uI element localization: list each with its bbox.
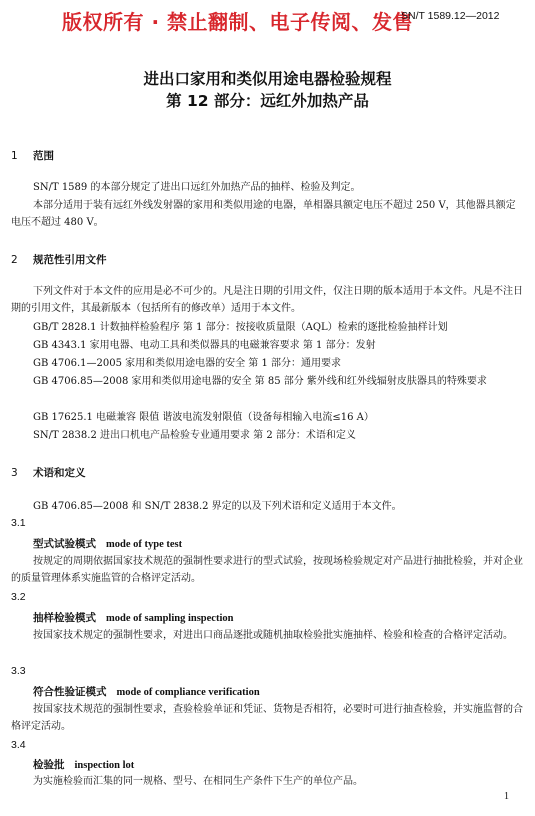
term-definition: 为实施检验而汇集的同一规格、型号、在相同生产条件下生产的单位产品。 <box>33 776 363 787</box>
section-number: 2 <box>11 254 18 266</box>
term-chinese: 检验批 <box>33 759 65 771</box>
term-chinese: 型式试验模式 <box>33 538 96 550</box>
reference-item: GB/T 2828.1 计数抽样检验程序 第 1 部分：按接收质量限（AQL）检索的逐批检验抽样计划 <box>33 322 448 333</box>
term-number: 3.1 <box>11 517 26 529</box>
section-title: 术语和定义 <box>33 467 86 479</box>
reference-item: GB 4706.85—2008 家用和类似用途电器的安全 第 85 部分 紫外线和红外线辐射皮肤器具的特殊要求 <box>33 376 487 387</box>
reference-item: GB 4343.1 家用电器、电动工具和类似器具的电磁兼容要求 第 1 部分：发射 <box>33 340 376 351</box>
scope-paragraph-2: 本部分适用于装有远红外线发射器的家用和类似用途的电器，单相器具额定电压不超过 250 V，其他器具额定电压不超过 480 V。 <box>11 200 516 228</box>
section-number: 3 <box>11 467 18 479</box>
term-heading <box>33 536 182 551</box>
term-number: 3.2 <box>11 591 26 603</box>
section-heading-normative-references <box>11 252 107 267</box>
term-definition: 按规定的周期依据国家技术规范的强制性要求进行的型式试验，按现场检验规定对产品进行抽批检验，并对企业的质量管理体系实施监管的合格评定活动。 <box>11 556 523 584</box>
reference-item: SN/T 2838.2 进出口机电产品检验专业通用要求 第 2 部分：术语和定义 <box>33 430 356 441</box>
section-number: 1 <box>11 150 18 162</box>
page-number: 1 <box>504 791 509 802</box>
term-chinese: 抽样检验模式 <box>33 612 96 624</box>
section-title: 范围 <box>33 150 54 162</box>
term-number: 3.4 <box>11 739 26 751</box>
scope-paragraph-1: SN/T 1589 的本部分规定了进出口远红外加热产品的抽样、检验及判定。 <box>33 182 361 193</box>
term-english: mode of sampling inspection <box>106 613 234 624</box>
document-subtitle: 第 12 部分：远红外加热产品 <box>166 92 369 110</box>
term-english: inspection lot <box>74 760 135 771</box>
section-heading-terms <box>11 465 86 480</box>
term-chinese: 符合性验证模式 <box>33 686 107 698</box>
document-title: 进出口家用和类似用途电器检验规程 <box>143 70 392 88</box>
term-number: 3.3 <box>11 665 26 677</box>
section-title: 规范性引用文件 <box>33 254 107 266</box>
reference-item: GB 17625.1 电磁兼容 限值 谐波电流发射限值（设备每相输入电流≤16 A） <box>33 412 374 423</box>
term-heading <box>33 684 260 699</box>
term-definition: 按国家技术规定的强制性要求，对进出口商品逐批或随机抽取检验批实施抽样、检验和检查的合格评定活动。 <box>33 630 513 641</box>
copyright-watermark: 版权所有 · 禁止翻制、电子传阅、发售 <box>62 10 414 34</box>
term-definition: 按国家技术规范的强制性要求，查验检验单证和凭证、货物是否相符，必要时可进行抽查检验，并实施监督的合格评定活动。 <box>11 704 523 732</box>
term-heading <box>33 610 233 625</box>
terms-intro: GB 4706.85—2008 和 SN/T 2838.2 界定的以及下列术语和定义适用于本文件。 <box>33 501 402 512</box>
standard-number: SN/T 1589.12—2012 <box>401 10 500 22</box>
term-english: mode of type test <box>106 539 183 550</box>
section-heading-scope <box>11 148 54 163</box>
reference-item: GB 4706.1—2005 家用和类似用途电器的安全 第 1 部分：通用要求 <box>33 358 342 369</box>
term-heading <box>33 757 134 772</box>
term-english: mode of compliance verification <box>116 687 260 698</box>
references-intro: 下列文件对于本文件的应用是必不可少的。凡是注日期的引用文件，仅注日期的版本适用于本文件。凡是不注日期的引用文件，其最新版本（包括所有的修改单）适用于本文件。 <box>11 286 523 314</box>
